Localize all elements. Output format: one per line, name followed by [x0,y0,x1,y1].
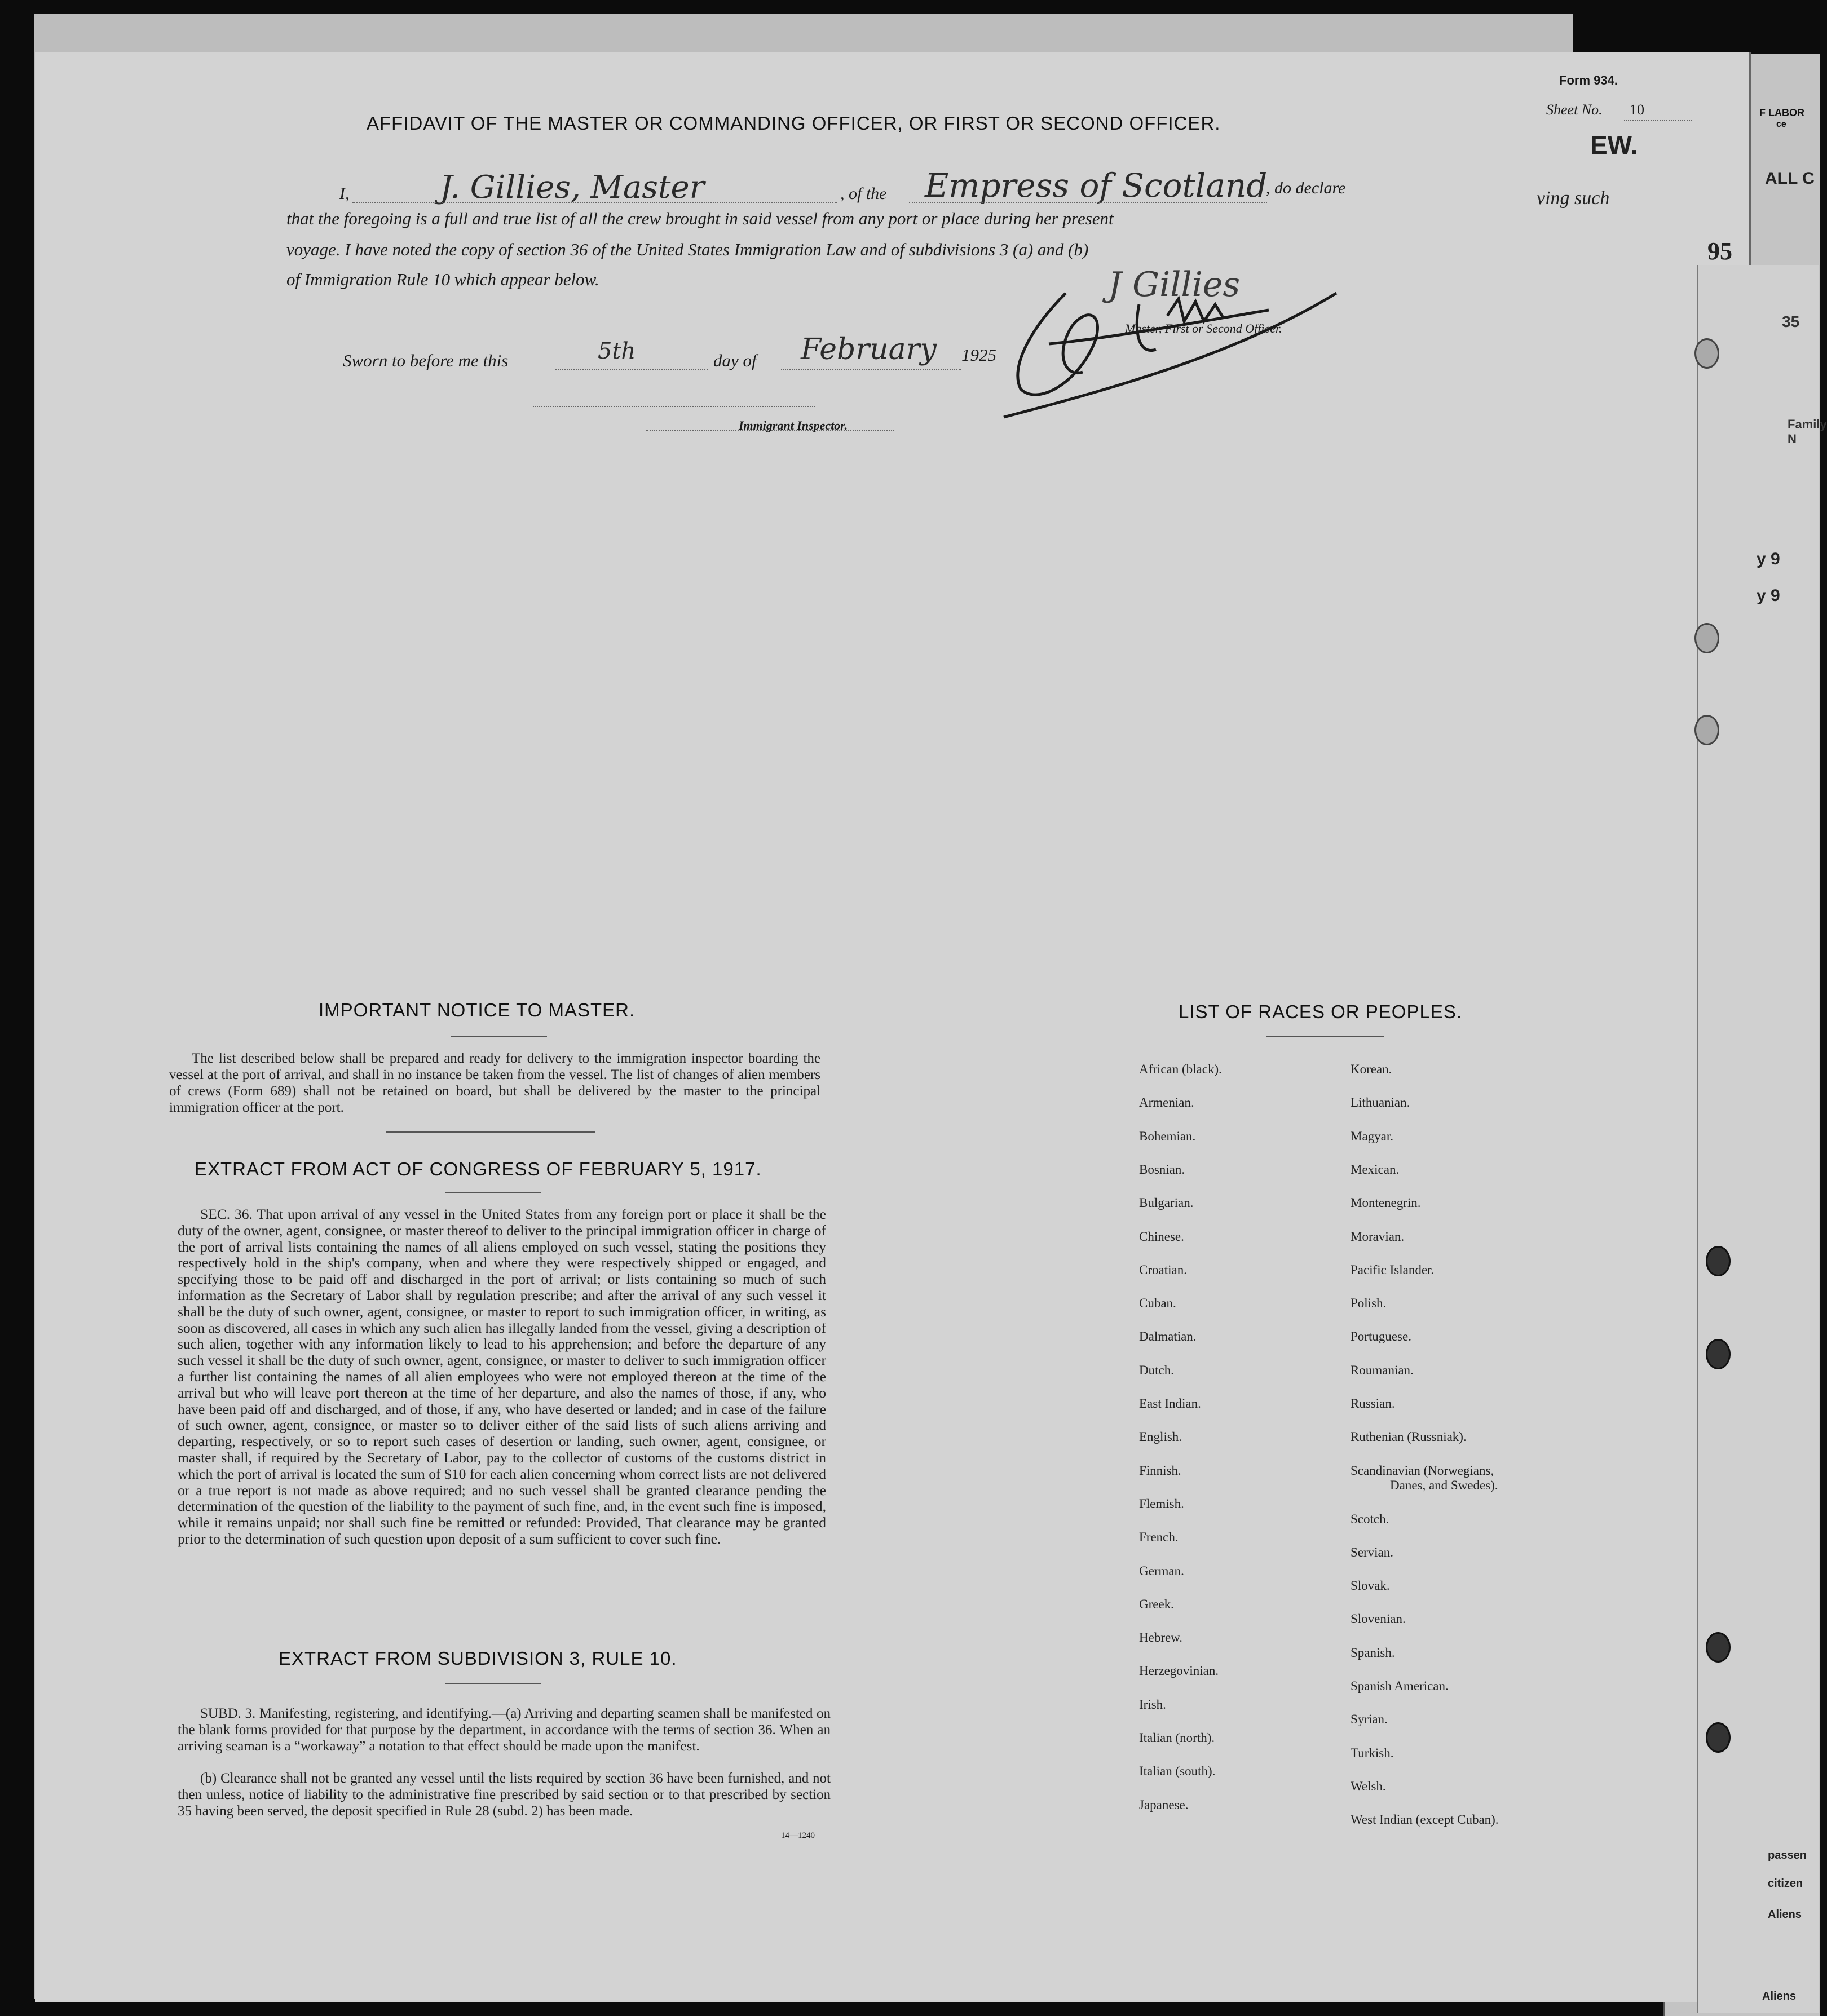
race-item: Hebrew. [1139,1630,1183,1645]
ghost-title-fragment: EW. [1590,130,1638,160]
race-item: Italian (north). [1139,1731,1215,1745]
race-item: East Indian. [1139,1396,1201,1411]
races-title: LIST OF RACES OR PEOPLES. [1179,1001,1463,1022]
race-item: Servian. [1351,1545,1394,1559]
race-item: Chinese. [1139,1229,1184,1244]
race-item: Montenegrin. [1351,1196,1421,1210]
binder-hole [1694,715,1719,745]
race-item: German. [1139,1563,1184,1578]
ghost-y9a: y 9 [1757,550,1780,568]
master-name: J. Gillies, Master [440,169,705,206]
race-item: Dutch. [1139,1363,1174,1377]
race-item: Korean. [1351,1062,1392,1076]
race-item: Cuban. [1139,1296,1176,1311]
extract-rule-title: EXTRACT FROM SUBDIVISION 3, RULE 10. [279,1648,677,1669]
affidavit-do-declare: , do declare [1266,179,1346,197]
extract-rule-para-a: SUBD. 3. Manifesting, registering, and identifying.—(a) Arriving and departing seamen shall be manifested on the blank forms provided for that purpose by the department, in accordance with the terms of section 36. When an arriving seaman is a “workaway” a notation to that effect should be made upon the manifest. [178,1706,831,1754]
vessel-name: Empress of Scotland [925,166,1268,205]
affidavit-line-3: voyage. I have noted the copy of section 36 of the United States Immigration Law and of subdivisions 3 (a) and (b) [286,240,1089,259]
race-item: Slovenian. [1351,1612,1406,1626]
ghost-passen: passen [1768,1849,1807,1862]
race-item: Spanish. [1351,1645,1395,1660]
edge-dept: F LABOR [1759,107,1804,118]
day-of-label: day of [713,351,757,370]
race-item: Polish. [1351,1296,1387,1311]
officer-caption: Master, First or Second Officer. [1125,321,1282,335]
race-item: Danes, and Swedes). [1390,1478,1498,1493]
right-page-number: 95 [1707,237,1732,265]
ghost-family: Family N [1788,417,1827,446]
race-item: Welsh. [1351,1779,1386,1793]
extract-rule-para-b: (b) Clearance shall not be granted any vessel until the lists required by section 36 have been furnished, and not then unless, notice of liability to the administrative fine prescribed by said section or to that prescribed by section 35 having been served, the deposit specified in Rule 28 (subd. 2) has been made. [178,1771,831,1819]
extract-act-body: SEC. 36. That upon arrival of any vessel in the United States from any foreign port or place it shall be the duty of the owner, agent, consignee, or master thereof to deliver to the principal immigration officer in charge of the port of arrival lists containing the names of all aliens employed on such vessel, stating the positions they respectively hold in the ship's company, when and where they were respectively shipped or engaged, and specifying those to be paid off and discharged in the port of arrival; or lists containing so much of such information as the Secretary of Labor shall by regulation prescribe; and after the arrival of any such vessel it shall be the duty of such owner, agent, consignee, or master to report to such immigration officer, in writing, as soon as discovered, all cases in which any such alien has illegally landed from the vessel, giving a description of such alien, together with any information likely to lead to his apprehension; and before the departure of any such vessel it shall be the duty of such owner, agent, consignee, or master to deliver to such immigration officer a further list containing the names of all alien employees who were not employed thereon at the time of the arrival but who will leave port thereon at the time of her departure, and also the names of those, if any, who have been paid off and discharged, and of those, if any, who have deserted or landed; and in case of the failure of such owner, agent, consignee, or master so to deliver either of the said lists of such aliens arriving and departing, respectively, or so to report such cases of desertion or landing, such owner, agent, consignee, or master shall, if required by the Secretary of Labor, pay to the collector of customs of the customs district in which the port of arrival is located the sum of $10 for each alien concerning whom correct lists are not delivered or a true report is not made as above required; and no such vessel shall be granted clearance pending the determination of the question of the liability to the payment of such fine, and, in the event such fine is imposed, while it remains unpaid; nor shall such fine be remitted or refunded: Provided, That clearance may be granted prior to the determination of such question upon deposit of a sum sufficient to cover such fine. [178,1206,826,1547]
affidavit-line-4: of Immigration Rule 10 which appear below. [286,269,599,289]
race-item: Moravian. [1351,1229,1405,1244]
ghost-aliens: Aliens [1768,1908,1802,1921]
binder-hole [1694,623,1719,653]
race-item: Spanish American. [1351,1679,1449,1694]
race-item: Scotch. [1351,1511,1389,1526]
race-item: French. [1139,1530,1179,1545]
race-item: Russian. [1351,1396,1395,1411]
race-item: Flemish. [1139,1496,1184,1511]
affidavit-of-the: , of the [840,184,887,203]
notice-title: IMPORTANT NOTICE TO MASTER. [319,1000,636,1020]
ghost-aliens-bottom: Aliens [1762,1990,1797,2002]
race-item: Armenian. [1139,1095,1194,1110]
race-item: Bulgarian. [1139,1196,1194,1210]
binder-hole [1706,1339,1731,1369]
affidavit-i: I, [339,184,350,203]
sheet-label: Sheet No. [1546,101,1603,118]
race-item: Croatian. [1139,1262,1187,1277]
race-item: Ruthenian (Russniak). [1351,1430,1467,1444]
affidavit-title: AFFIDAVIT OF THE MASTER OR COMMANDING OFFICER, OR FIRST OR SECOND OFFICER. [367,113,1221,134]
sheet-number: 10 [1630,101,1644,118]
race-item: West Indian (except Cuban). [1351,1812,1499,1827]
binder-hole [1706,1246,1731,1276]
binder-hole [1706,1722,1731,1753]
extract-act-title: EXTRACT FROM ACT OF CONGRESS OF FEBRUARY 5, 1917. [195,1159,762,1179]
ghost-35: 35 [1782,313,1800,330]
race-item: African (black). [1139,1062,1222,1076]
race-item: Bosnian. [1139,1162,1185,1177]
race-item: Japanese. [1139,1797,1189,1812]
race-item: Magyar. [1351,1129,1394,1143]
race-item: Slovak. [1351,1579,1390,1593]
race-item: Mexican. [1351,1162,1400,1177]
sworn-year: 1925 [961,345,996,365]
race-item: Finnish. [1139,1463,1181,1478]
race-item: Syrian. [1351,1712,1388,1727]
ghost-all: ALL C [1765,169,1815,188]
edge-office: ce [1776,120,1786,129]
affidavit-line-2: that the foregoing is a full and true list of all the crew brought in said vessel from any port or place during her present [286,209,1114,228]
race-item: Roumanian. [1351,1363,1414,1377]
sworn-day: 5th [598,338,636,364]
inspector-caption: Immigrant Inspector. [739,418,848,432]
race-item: English. [1139,1430,1182,1444]
race-item: Dalmatian. [1139,1329,1197,1344]
race-item: Irish. [1139,1697,1166,1712]
ghost-ing-such: ving such [1537,188,1610,209]
ghost-y9b: y 9 [1757,586,1780,605]
sworn-label: Sworn to before me this [343,351,509,370]
form-number: Form 934. [1559,73,1618,87]
race-item: Scandinavian (Norwegians, [1351,1463,1494,1478]
ghost-citizen: citizen [1768,1877,1803,1890]
binder-hole [1694,338,1719,369]
race-item: Bohemian. [1139,1129,1196,1143]
race-item: Greek. [1139,1597,1174,1611]
race-item: Pacific Islander. [1351,1262,1435,1277]
race-item: Lithuanian. [1351,1095,1410,1110]
sworn-month: February [801,333,937,366]
master-signature: J Gillies [1108,265,1241,304]
race-item: Herzegovinian. [1139,1664,1219,1678]
binder-hole [1706,1632,1731,1663]
print-code: 14—1240 [781,1831,815,1840]
notice-body: The list described below shall be prepared and ready for delivery to the immigration inspector boarding the vessel at the port of arrival, and shall in no instance be taken from the vessel. The list of changes of alien members of crews (Form 689) shall not be retained on board, but shall be delivered by the master to the principal immigration officer at the port. [169,1051,820,1115]
race-item: Italian (south). [1139,1764,1216,1779]
race-item: Turkish. [1351,1745,1394,1760]
race-item: Portuguese. [1351,1329,1411,1344]
